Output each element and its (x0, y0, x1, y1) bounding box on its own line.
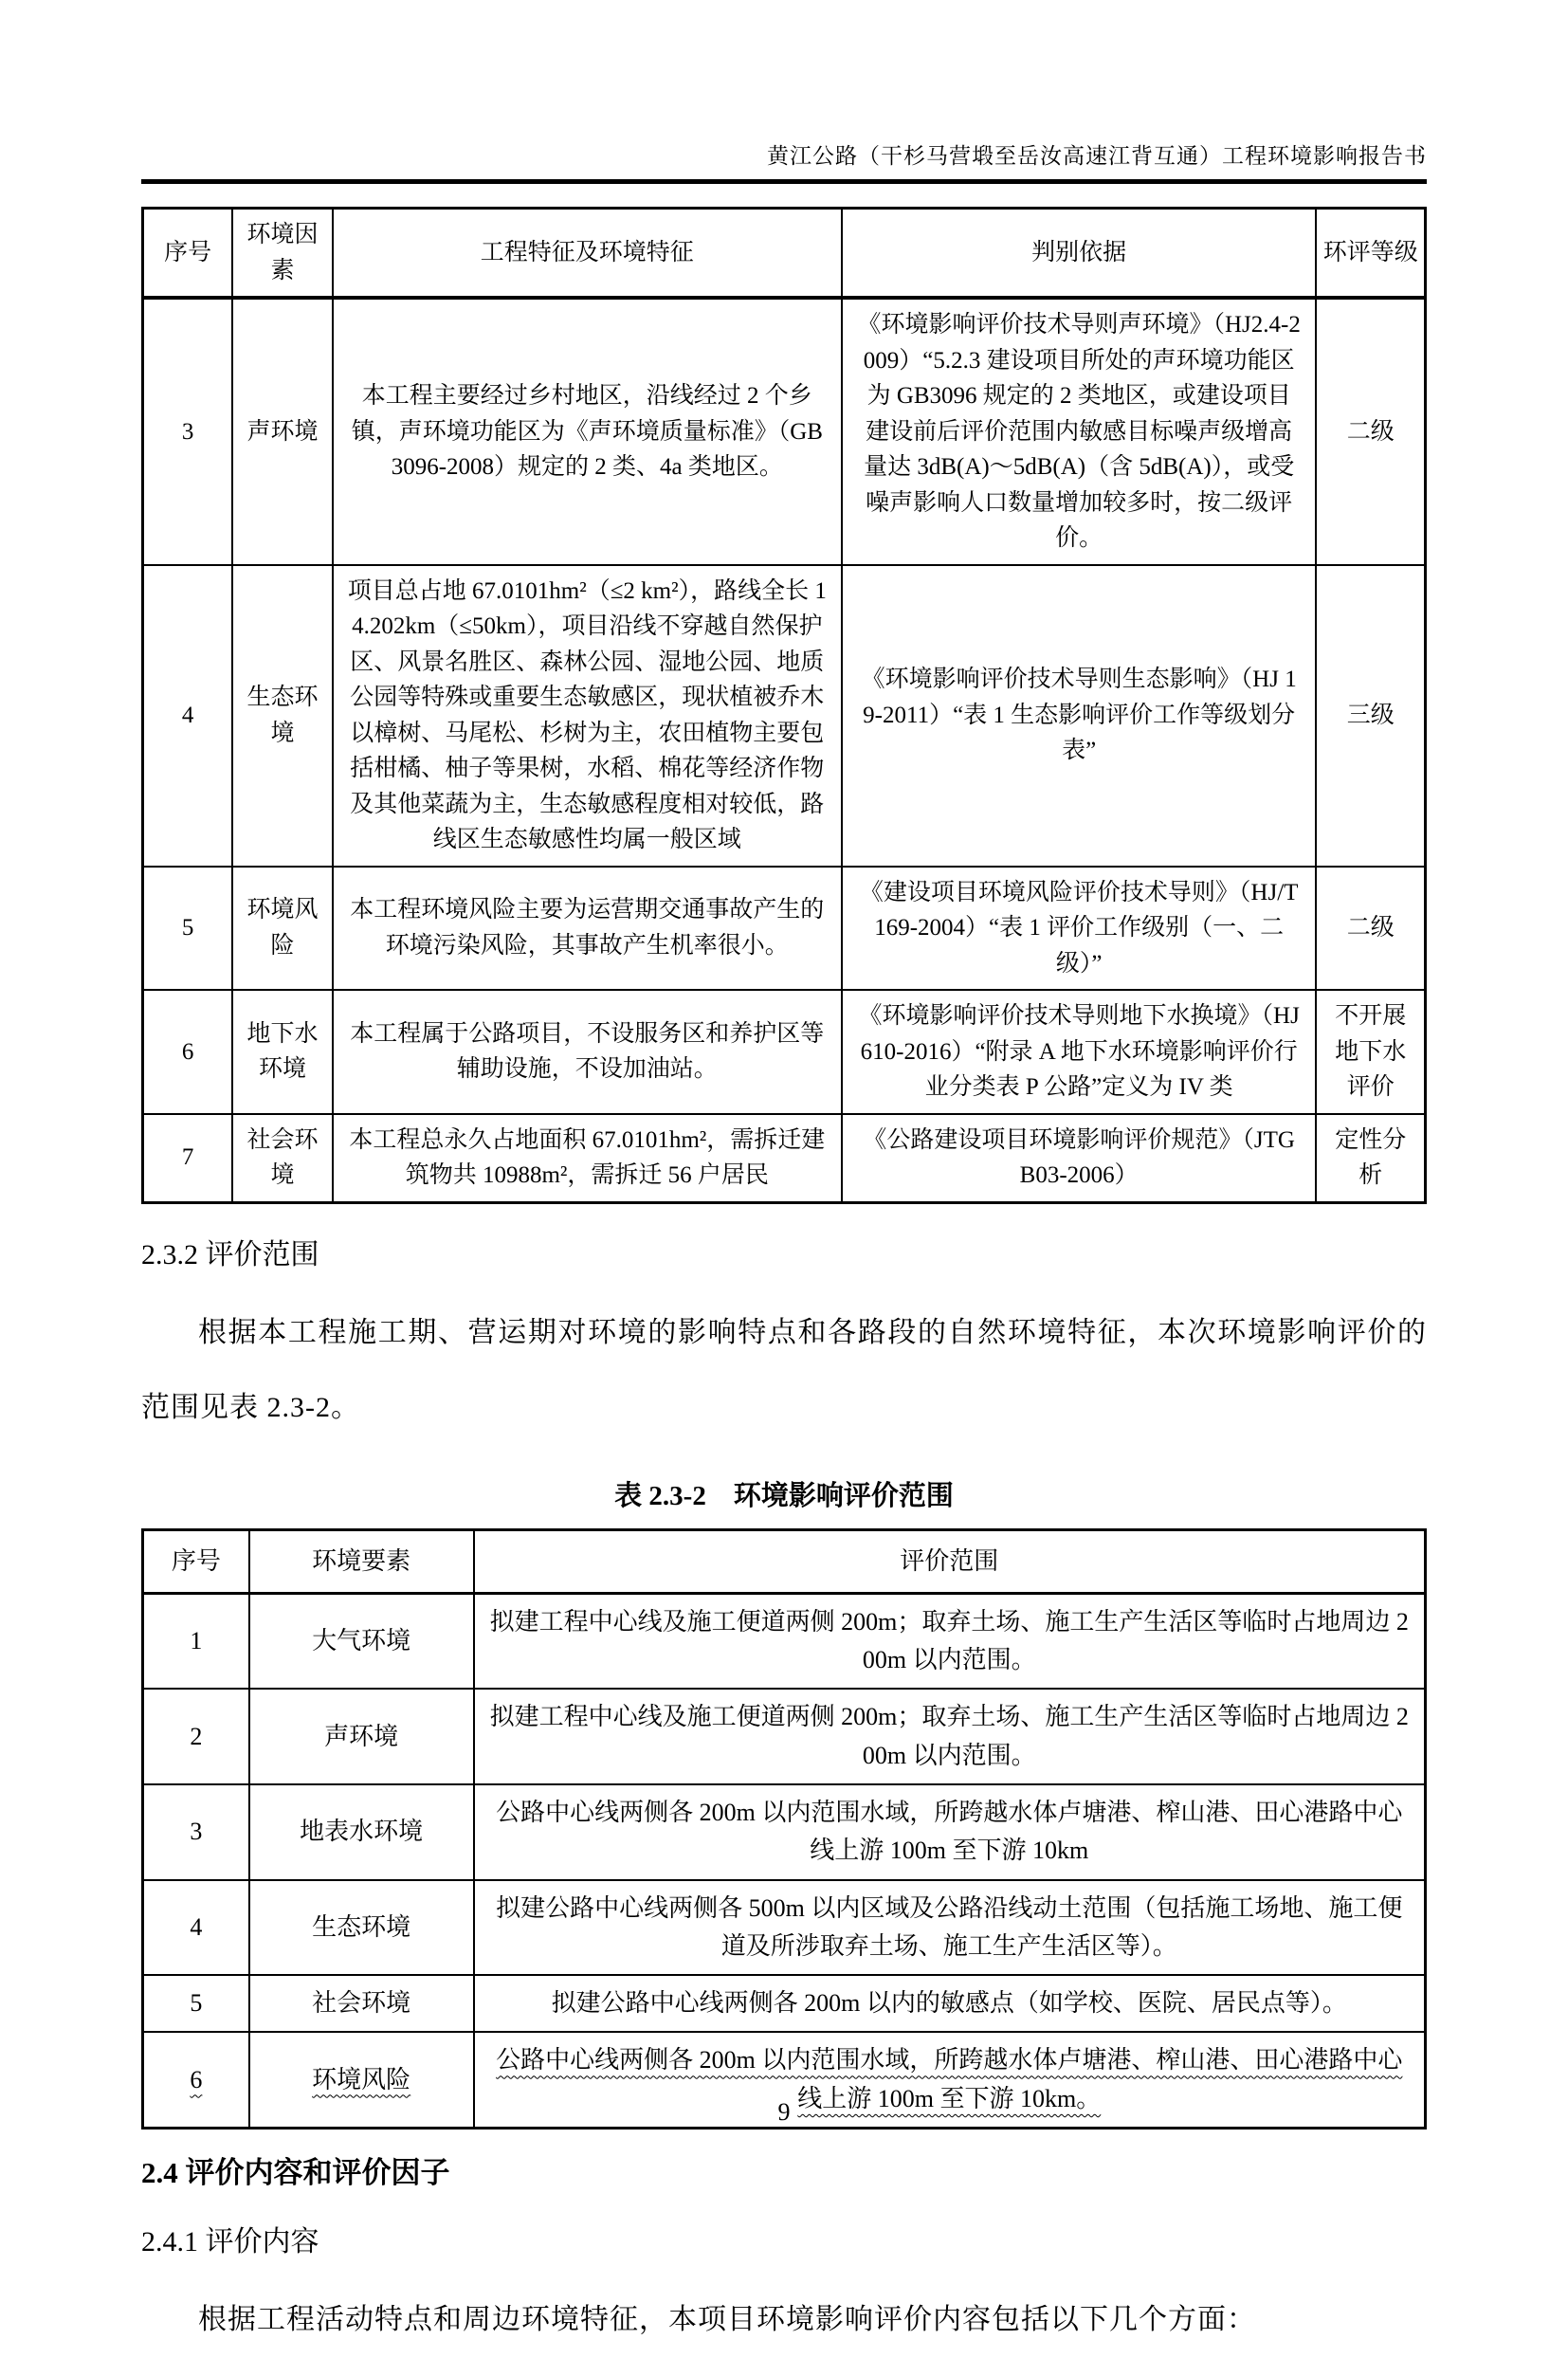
table-row (143, 298, 1426, 565)
judgment-basis: 《环境影响评价技术导则声环境》（HJ2.4-2009）“5.2.3 建设项目所处的声环境功能区为 GB3096 规定的 2 类地区，或建设项目建设前后评价范围内敏感目标噪声级增高量达 3dB(A)～5dB(A)（含 5dB(A)），或受噪声影响人口数量增加较多时，按二级评价。 (842, 298, 1317, 565)
judgment-basis: 《公路建设项目环境影响评价规范》（JTG B03-2006） (842, 1114, 1317, 1203)
table-row (143, 1593, 1426, 1689)
row-number: 3 (143, 298, 233, 565)
eia-level: 定性分析 (1316, 1114, 1425, 1203)
row-number: 4 (143, 565, 233, 867)
section-heading-2-4: 2.4 评价内容和评价因子 (141, 2156, 450, 2190)
row-number-text: 6 (190, 2065, 203, 2093)
section-heading-2-3-2: 2.3.2 评价范围 (141, 1238, 319, 1270)
row-number: 4 (143, 1880, 249, 1976)
report-title: 黄江公路（干杉马营塅至岳汝高速江背互通）工程环境影响报告书 (767, 144, 1427, 168)
paragraph-2-4-1: 根据工程活动特点和周边环境特征，本项目环境影响评价内容包括以下几个方面： (198, 2304, 1256, 2336)
page-header (141, 0, 1427, 184)
eia-level: 二级 (1316, 298, 1425, 565)
table-row (143, 990, 1426, 1114)
table-row (143, 1975, 1426, 2032)
table-row (143, 565, 1426, 867)
env-element: 声环境 (249, 1689, 474, 1784)
table-header-row (143, 209, 1426, 299)
env-factor: 环境风险 (232, 867, 333, 991)
env-element: 地表水环境 (249, 1784, 474, 1880)
judgment-basis: 《建设项目环境风险评价技术导则》（HJ/T 169-2004）“表 1 评价工作级别（一、二级）” (842, 867, 1317, 991)
table-row (143, 1784, 1426, 1880)
assessment-scope: 公路中心线两侧各 200m 以内范围水域，所跨越水体卢塘港、榨山港、田心港路中心线上游 100m 至下游 10km (474, 1784, 1426, 1880)
project-feature: 项目总占地 67.0101hm²（≤2 km²），路线全长 14.202km（≤50km），项目沿线不穿越自然保护区、风景名胜区、森林公园、湿地公园、地质公园等特殊或重要生态敏感区，现状植被乔木以樟树、马尾松、杉树为主，农田植物主要包括柑橘、柚子等果树，水稻、棉花等经济作物及其他菜蔬为主，生态敏感程度相对较低，路线区生态敏感性均属一般区域 (333, 565, 842, 867)
screening-table (141, 207, 1427, 1204)
env-element: 大气环境 (249, 1593, 474, 1689)
page-number: 9 (777, 2098, 791, 2126)
project-feature: 本工程环境风险主要为运营期交通事故产生的环境污染风险，其事故产生机率很小。 (333, 867, 842, 991)
env-element: 社会环境 (249, 1975, 474, 2032)
column-header-no: 序号 (143, 1529, 249, 1593)
assessment-scope: 拟建公路中心线两侧各 200m 以内的敏感点（如学校、医院、居民点等）。 (474, 1975, 1426, 2032)
table-row (143, 1880, 1426, 1976)
column-header-level: 环评等级 (1316, 209, 1425, 299)
scope-table (141, 1528, 1427, 2130)
table-row (143, 867, 1426, 991)
row-number: 5 (143, 867, 233, 991)
assessment-scope: 拟建公路中心线两侧各 500m 以内区域及公路沿线动土范围（包括施工场地、施工便道及所涉取弃土场、施工生产生活区等）。 (474, 1880, 1426, 1976)
row-number: 2 (143, 1689, 249, 1784)
section-heading-2-4-1: 2.4.1 评价内容 (141, 2226, 319, 2258)
row-number: 3 (143, 1784, 249, 1880)
column-header-scope: 评价范围 (474, 1529, 1426, 1593)
env-factor: 地下水环境 (232, 990, 333, 1114)
table-row (143, 1114, 1426, 1203)
row-number: 6 (143, 990, 233, 1114)
eia-level: 二级 (1316, 867, 1425, 991)
paragraph-2-3-2: 根据本工程施工期、营运期对环境的影响特点和各路段的自然环境特征，本次环境影响评价的范围见表 2.3-2。 (141, 1316, 1427, 1423)
project-feature: 本工程总永久占地面积 67.0101hm²，需拆迁建筑物共 10988m²，需拆迁 56 户居民 (333, 1114, 842, 1203)
project-feature: 本工程属于公路项目，不设服务区和养护区等辅助设施，不设加油站。 (333, 990, 842, 1114)
assessment-scope: 拟建工程中心线及施工便道两侧 200m；取弃土场、施工生产生活区等临时占地周边 200m 以内范围。 (474, 1689, 1426, 1784)
column-header-feature: 工程特征及环境特征 (333, 209, 842, 299)
judgment-basis: 《环境影响评价技术导则生态影响》（HJ 19-2011）“表 1 生态影响评价工作等级划分表” (842, 565, 1317, 867)
column-header-element: 环境要素 (249, 1529, 474, 1593)
env-element-text: 环境风险 (312, 2065, 411, 2093)
table-header-row (143, 1529, 1426, 1593)
row-number: 7 (143, 1114, 233, 1203)
table-caption: 表 2.3-2 环境影响评价范围 (614, 1480, 954, 1511)
project-feature: 本工程主要经过乡村地区，沿线经过 2 个乡镇，声环境功能区为《声环境质量标准》（GB3096-2008）规定的 2 类、4a 类地区。 (333, 298, 842, 565)
row-number: 5 (143, 1975, 249, 2032)
env-factor: 生态环境 (232, 565, 333, 867)
eia-level: 三级 (1316, 565, 1425, 867)
judgment-basis: 《环境影响评价技术导则地下水换境》（HJ 610-2016）“附录 A 地下水环境影响评价行业分类表 P 公路”定义为 IV 类 (842, 990, 1317, 1114)
row-number: 1 (143, 1593, 249, 1689)
env-element: 生态环境 (249, 1880, 474, 1976)
column-header-no: 序号 (143, 209, 233, 299)
env-factor: 社会环境 (232, 1114, 333, 1203)
env-factor: 声环境 (232, 298, 333, 565)
assessment-scope-text: 公路中心线两侧各 200m 以内范围水域，所跨越水体卢塘港、榨山港、田心港路中心线上游 100m 至下游 10km。 (496, 2046, 1403, 2112)
column-header-factor: 环境因素 (232, 209, 333, 299)
table-row (143, 1689, 1426, 1784)
assessment-scope: 拟建工程中心线及施工便道两侧 200m；取弃土场、施工生产生活区等临时占地周边 200m 以内范围。 (474, 1593, 1426, 1689)
column-header-basis: 判别依据 (842, 209, 1317, 299)
eia-level: 不开展地下水评价 (1316, 990, 1425, 1114)
